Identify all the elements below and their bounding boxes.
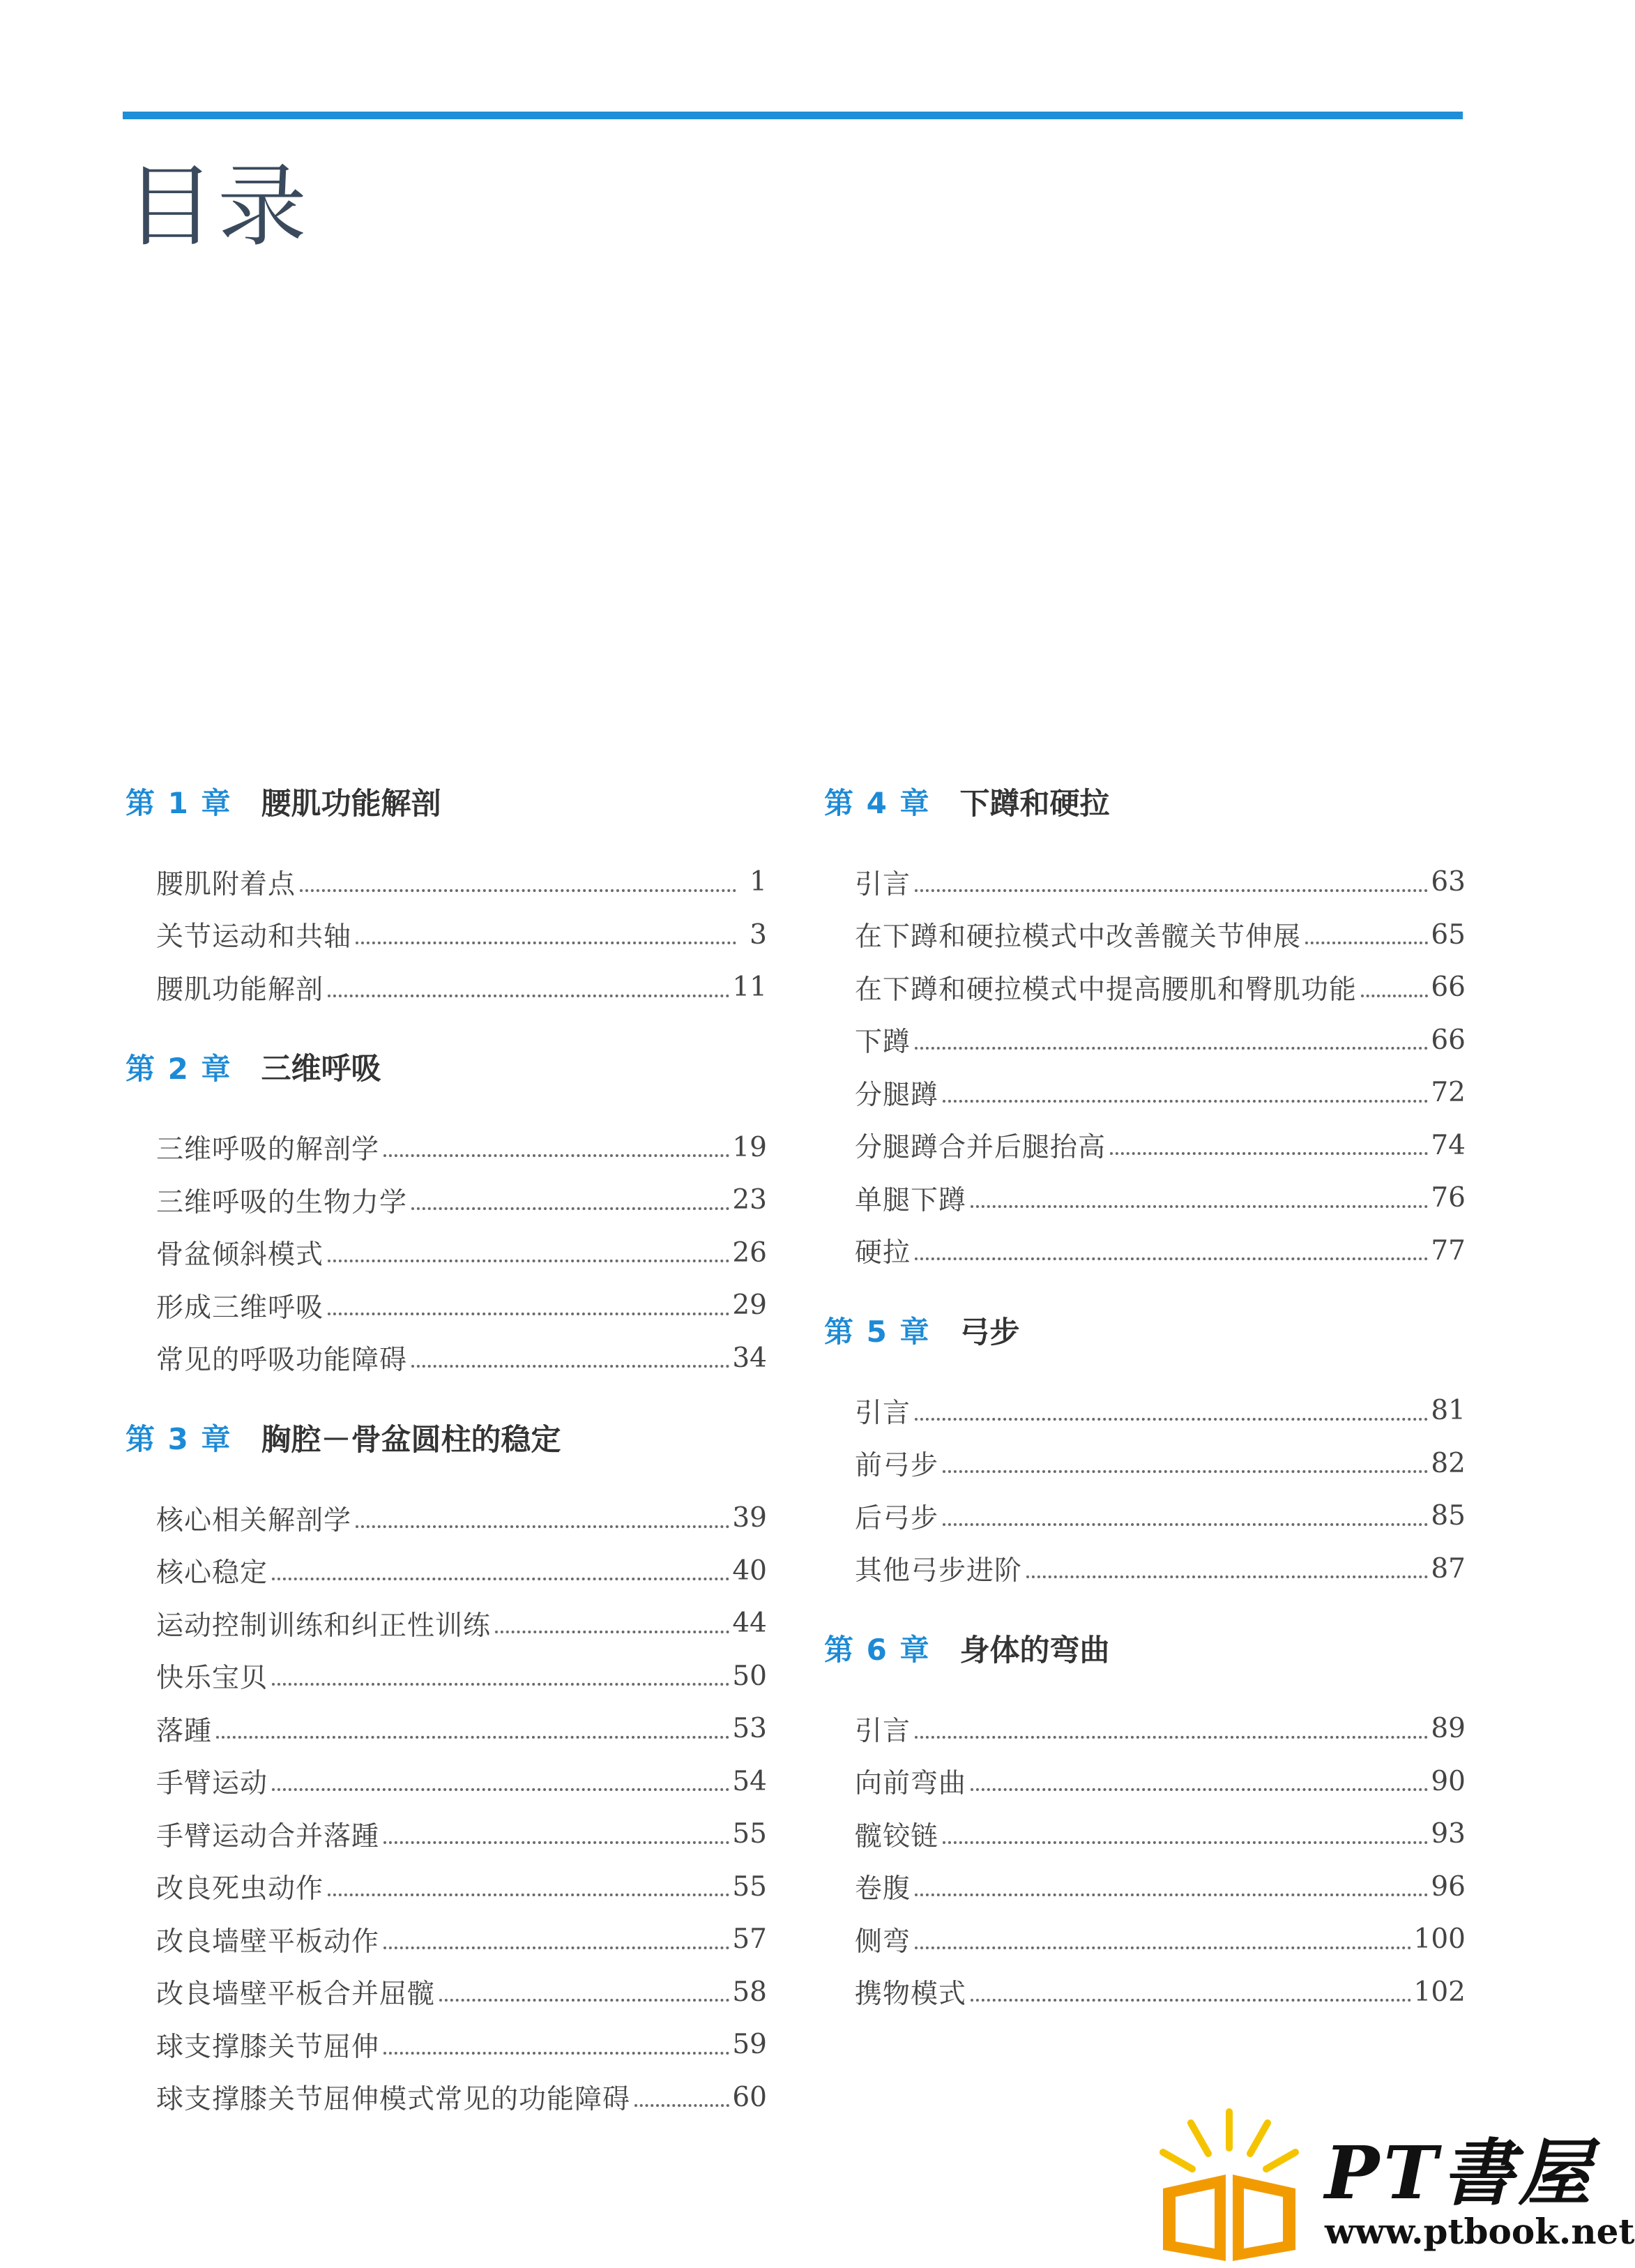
chapter-heading (126, 1414, 767, 1461)
toc-entry-page: 59 (732, 2029, 767, 2061)
dot-leader (1305, 942, 1428, 944)
toc-entry-list (824, 1702, 1466, 2018)
toc-entry-page: 1 (750, 866, 767, 898)
toc-entry-title: 向前弯曲 (855, 1768, 967, 1800)
toc-entry-page: 19 (732, 1131, 767, 1163)
toc-entry-page: 72 (1431, 1077, 1466, 1109)
toc-entry[interactable] (156, 1121, 767, 1174)
dot-leader (439, 1999, 729, 2002)
toc-entry[interactable] (855, 1066, 1466, 1119)
open-book-icon (1142, 2099, 1316, 2268)
chapter-label: 第 1 章 (126, 786, 232, 820)
dot-leader (356, 1525, 729, 1528)
dot-leader (328, 1260, 729, 1262)
page-title: 目录 (126, 155, 310, 259)
dot-leader (971, 1999, 1411, 2002)
toc-entry-title: 在下蹲和硬拉模式中提高腰肌和臀肌功能 (855, 974, 1358, 1006)
toc-entry[interactable] (156, 1545, 767, 1598)
dot-leader (383, 1154, 729, 1157)
toc-entry[interactable] (855, 1543, 1466, 1596)
dot-leader (383, 1841, 729, 1844)
toc-entry-page: 77 (1431, 1234, 1466, 1267)
toc-entry-title: 髋铰链 (855, 1820, 939, 1852)
toc-entry[interactable] (855, 1384, 1466, 1437)
chapter-label: 第 6 章 (824, 1633, 931, 1667)
toc-entry-title: 常见的呼吸功能障碍 (156, 1345, 408, 1377)
toc-entry-title: 后弓步 (855, 1502, 939, 1534)
toc-entry[interactable] (855, 1913, 1466, 1966)
dot-leader (1026, 1575, 1428, 1578)
toc-entry-page: 81 (1431, 1395, 1466, 1427)
toc-entry-list (824, 1384, 1466, 1595)
toc-entry-page: 3 (750, 918, 767, 951)
toc-entry-title: 硬拉 (855, 1237, 911, 1269)
toc-entry[interactable] (156, 1492, 767, 1545)
toc-entry-page: 29 (732, 1290, 767, 1322)
chapter-section (126, 1414, 767, 2124)
toc-entry-list (126, 1492, 767, 2124)
dot-leader (971, 1205, 1428, 1208)
toc-entry-page: 74 (1431, 1129, 1466, 1161)
toc-entry-page: 34 (732, 1342, 767, 1374)
toc-entry-title: 腰肌功能解剖 (156, 974, 324, 1006)
toc-entry[interactable] (156, 856, 767, 909)
toc-entry[interactable] (855, 1014, 1466, 1067)
toc-entry-title: 下蹲 (855, 1027, 911, 1059)
toc-entry-page: 54 (732, 1765, 767, 1797)
toc-entry-page: 39 (732, 1502, 767, 1534)
toc-entry[interactable] (855, 1225, 1466, 1278)
dot-leader (943, 1841, 1428, 1844)
toc-entry-page: 57 (732, 1923, 767, 1956)
toc-entry-page: 85 (1431, 1500, 1466, 1532)
chapter-gap (824, 1595, 1466, 1624)
toc-entry-title: 前弓步 (855, 1450, 939, 1482)
toc-entry[interactable] (156, 961, 767, 1014)
dot-leader (383, 1946, 729, 1949)
toc-entry-page: 65 (1431, 918, 1466, 951)
chapter-heading (824, 778, 1466, 825)
toc-entry-page: 55 (732, 1818, 767, 1850)
toc-entry-list (126, 856, 767, 1014)
dot-leader (300, 889, 736, 892)
toc-entry-page: 11 (732, 972, 767, 1004)
dot-leader (272, 1683, 729, 1686)
dot-leader (971, 1788, 1428, 1791)
dot-leader (915, 1893, 1428, 1896)
toc-entry-page: 93 (1431, 1818, 1466, 1850)
toc-entry-page: 87 (1431, 1552, 1466, 1585)
toc-entry-title: 其他弓步进阶 (855, 1555, 1023, 1587)
toc-entry[interactable] (855, 909, 1466, 962)
dot-leader (915, 1736, 1428, 1739)
dot-leader (915, 1418, 1428, 1421)
toc-entry-page: 66 (1431, 1024, 1466, 1056)
dot-leader (943, 1470, 1428, 1473)
dot-leader (411, 1365, 729, 1368)
chapter-section (824, 1306, 1466, 1595)
dot-leader (1110, 1152, 1428, 1155)
toc-entry-title: 携物模式 (855, 1979, 967, 2011)
toc-entry[interactable] (156, 1279, 767, 1332)
chapter-section (126, 1043, 767, 1385)
chapter-section (126, 778, 767, 1014)
toc-entry-title: 手臂运动合并落踵 (156, 1820, 380, 1852)
chapter-title: 身体的弯曲 (959, 1633, 1110, 1668)
toc-entry-title: 三维呼吸的生物力学 (156, 1186, 408, 1218)
toc-entry-page: 60 (732, 2081, 767, 2113)
chapter-title: 弓步 (959, 1315, 1020, 1350)
toc-entry-title: 骨盆倾斜模式 (156, 1239, 324, 1271)
toc-entry-page: 58 (732, 1976, 767, 2008)
chapter-label: 第 3 章 (126, 1422, 232, 1456)
toc-entry[interactable] (156, 1966, 767, 2019)
dot-leader (915, 1257, 1428, 1260)
toc-entry[interactable] (156, 1702, 767, 1755)
toc-entry-title: 核心相关解剖学 (156, 1504, 352, 1536)
chapter-gap (126, 1384, 767, 1414)
toc-entry-title: 快乐宝贝 (156, 1663, 268, 1695)
dot-leader (328, 1313, 729, 1315)
dot-leader (1361, 995, 1428, 997)
toc-entry-title: 落踵 (156, 1715, 213, 1747)
chapter-heading (824, 1624, 1466, 1672)
toc-entry-title: 分腿蹲 (855, 1079, 939, 1111)
toc-entry-title: 卷腹 (855, 1873, 911, 1905)
toc-entry[interactable] (855, 856, 1466, 909)
toc-entry-list (824, 856, 1466, 1277)
toc-entry-title: 手臂运动 (156, 1768, 268, 1800)
toc-entry[interactable] (156, 1174, 767, 1227)
toc-entry-page: 90 (1431, 1765, 1466, 1797)
dot-leader (943, 1523, 1428, 1526)
dot-leader (915, 1047, 1428, 1050)
toc-entry[interactable] (855, 1702, 1466, 1755)
toc-entry[interactable] (156, 1332, 767, 1385)
dot-leader (634, 2104, 729, 2107)
chapter-title: 胸腔－骨盆圆柱的稳定 (261, 1422, 561, 1458)
toc-entry-page: 23 (732, 1184, 767, 1216)
toc-entry-page: 100 (1413, 1923, 1466, 1956)
chapter-heading (824, 1306, 1466, 1354)
toc-entry-title: 引言 (855, 1397, 911, 1429)
chapter-title: 腰肌功能解剖 (261, 786, 441, 822)
toc-entry-title: 核心稳定 (156, 1557, 268, 1589)
toc-left-column (126, 778, 767, 2124)
toc-entry-title: 侧弯 (855, 1926, 911, 1958)
chapter-title: 下蹲和硬拉 (959, 786, 1110, 822)
top-rule (123, 112, 1463, 119)
toc-entry[interactable] (855, 1861, 1466, 1914)
toc-entry[interactable] (855, 1966, 1466, 2019)
chapter-section (824, 1624, 1466, 2018)
toc-right-column (824, 778, 1466, 2018)
toc-entry-title: 改良墙壁平板动作 (156, 1926, 380, 1958)
toc-entry-page: 66 (1431, 972, 1466, 1004)
toc-entry[interactable] (855, 1808, 1466, 1861)
toc-entry-title: 改良墙壁平板合并屈髋 (156, 1979, 436, 2011)
chapter-heading (126, 1043, 767, 1091)
toc-entry-title: 引言 (855, 868, 911, 900)
toc-entry[interactable] (855, 1437, 1466, 1490)
toc-entry[interactable] (156, 1755, 767, 1808)
chapter-gap (824, 1277, 1466, 1306)
toc-entry-page: 40 (732, 1555, 767, 1587)
toc-entry-page: 89 (1431, 1713, 1466, 1745)
dot-leader (915, 889, 1428, 892)
toc-entry-page: 82 (1431, 1447, 1466, 1479)
toc-entry-list (126, 1121, 767, 1385)
toc-entry[interactable] (156, 2018, 767, 2071)
toc-entry-title: 在下蹲和硬拉模式中改善髋关节伸展 (855, 921, 1302, 953)
toc-entry[interactable] (156, 1597, 767, 1650)
dot-leader (356, 942, 736, 944)
toc-entry[interactable] (156, 1227, 767, 1280)
dot-leader (272, 1578, 729, 1580)
toc-entry[interactable] (156, 1861, 767, 1914)
toc-entry-page: 102 (1413, 1976, 1466, 2008)
chapter-label: 第 2 章 (126, 1051, 232, 1086)
toc-entry[interactable] (855, 1172, 1466, 1225)
chapter-heading (126, 778, 767, 825)
toc-entry-page: 96 (1431, 1870, 1466, 1903)
toc-entry-title: 单腿下蹲 (855, 1184, 967, 1216)
dot-leader (383, 2052, 729, 2055)
toc-entry[interactable] (156, 2071, 767, 2124)
toc-entry[interactable] (156, 1650, 767, 1703)
watermark (1142, 2099, 1635, 2268)
dot-leader (328, 995, 729, 997)
toc-entry-title: 引言 (855, 1715, 911, 1747)
toc-entry-title: 运动控制训练和纠正性训练 (156, 1610, 492, 1642)
dot-leader (411, 1207, 729, 1210)
toc-entry-title: 关节运动和共轴 (156, 921, 352, 953)
watermark-brand: PT書屋 (1325, 2130, 1595, 2216)
toc-entry-title: 球支撑膝关节屈伸 (156, 2031, 380, 2063)
toc-entry-title: 改良死虫动作 (156, 1873, 324, 1905)
chapter-gap (126, 1014, 767, 1043)
toc-entry[interactable] (156, 909, 767, 962)
toc-entry-page: 26 (732, 1237, 767, 1269)
toc-entry-page: 44 (732, 1608, 767, 1640)
dot-leader (915, 1946, 1411, 1949)
dot-leader (272, 1788, 729, 1791)
toc-entry[interactable] (855, 1755, 1466, 1808)
chapter-label: 第 5 章 (824, 1315, 931, 1349)
toc-entry[interactable] (855, 1119, 1466, 1172)
toc-entry[interactable] (855, 961, 1466, 1014)
toc-entry-page: 53 (732, 1713, 767, 1745)
toc-entry[interactable] (855, 1490, 1466, 1543)
toc-entry-page: 76 (1431, 1182, 1466, 1214)
toc-entry-title: 球支撑膝关节屈伸模式常见的功能障碍 (156, 2084, 631, 2116)
dot-leader (943, 1100, 1428, 1103)
toc-entry[interactable] (156, 1913, 767, 1966)
toc-entry-page: 50 (732, 1660, 767, 1692)
toc-entry-title: 腰肌附着点 (156, 868, 296, 900)
chapter-section (824, 778, 1466, 1277)
dot-leader (495, 1631, 729, 1633)
dot-leader (328, 1893, 729, 1896)
toc-entry-page: 63 (1431, 866, 1466, 898)
toc-entry-page: 55 (732, 1870, 767, 1903)
dot-leader (216, 1736, 729, 1739)
toc-entry[interactable] (156, 1808, 767, 1861)
toc-entry-title: 三维呼吸的解剖学 (156, 1134, 380, 1166)
toc-entry-title: 分腿蹲合并后腿抬高 (855, 1132, 1107, 1164)
watermark-url: www.ptbook.net (1325, 2211, 1635, 2252)
chapter-title: 三维呼吸 (261, 1052, 381, 1087)
toc-entry-title: 形成三维呼吸 (156, 1292, 324, 1324)
chapter-label: 第 4 章 (824, 786, 931, 820)
